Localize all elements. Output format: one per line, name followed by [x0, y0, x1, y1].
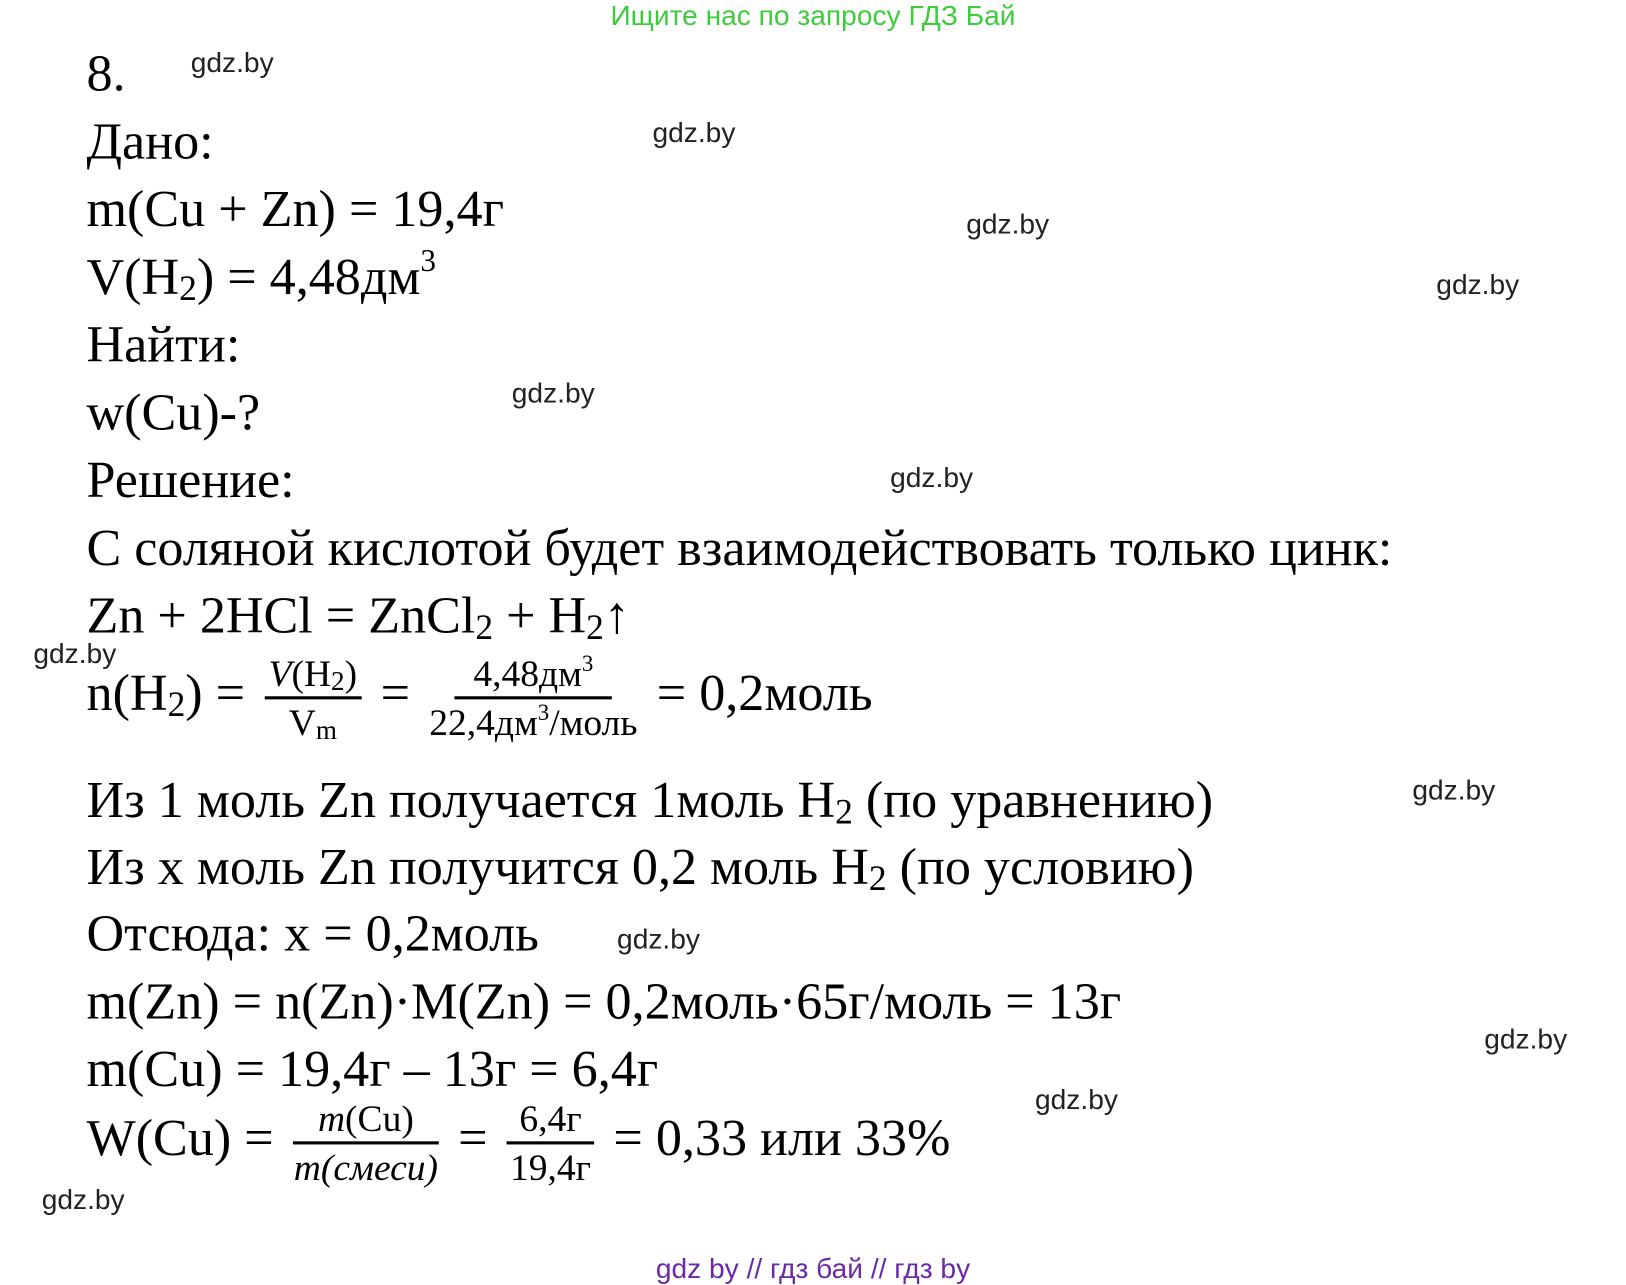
t: 3	[420, 243, 437, 279]
t: ↑	[603, 585, 630, 645]
watermark: gdz.by	[511, 377, 595, 409]
t: 2	[868, 859, 887, 899]
t: (по условию)	[886, 836, 1194, 896]
t: 4,48дм	[473, 652, 582, 695]
solution-line-6: Отсюда: x = 0,2моль	[86, 903, 539, 963]
t: 2	[586, 608, 604, 648]
t: (по уравнению)	[852, 770, 1214, 829]
t: 2	[179, 269, 197, 309]
fraction	[429, 650, 638, 744]
t: m	[293, 1146, 321, 1189]
solution-line-7: m(Zn) = n(Zn)·M(Zn) = 0,2моль·65г/моль = 13г	[86, 971, 1122, 1030]
watermark: gdz.by	[890, 461, 974, 494]
t: m	[315, 715, 337, 746]
watermark: gdz.by	[1412, 774, 1496, 806]
t: 19,4г	[509, 1146, 592, 1189]
t: 6,4г	[507, 1100, 594, 1145]
solution-line-8: m(Cu) = 19,4г – 13г = 6,4г	[86, 1039, 659, 1098]
given-mass: m(Cu + Zn) = 19,4г	[86, 179, 504, 238]
t: Из x моль Zn получится 0,2 моль H	[86, 836, 869, 896]
t: 22,4дм	[429, 701, 538, 744]
t: = 0,2моль	[656, 662, 873, 722]
t: (Cu)	[345, 1097, 414, 1140]
t: ) =	[185, 662, 246, 722]
solution-line-1: С соляной кислотой будет взаимодействовать только цинк:	[86, 518, 1393, 577]
watermark: gdz.by	[617, 923, 700, 955]
t: 2	[475, 608, 494, 648]
t: (смеси)	[320, 1146, 439, 1189]
header-link[interactable]: Ищите нас по запросу ГДЗ Бай	[610, 0, 1016, 32]
watermark: gdz.by	[1436, 268, 1520, 301]
t: W(Cu) =	[86, 1107, 274, 1167]
task-number: 8.	[86, 43, 126, 103]
fraction	[507, 1097, 594, 1189]
t: 3	[537, 699, 550, 726]
t: = 0,33 или 33%	[613, 1107, 951, 1167]
find-label: Найти:	[86, 314, 241, 374]
given-volume	[86, 243, 437, 309]
footer-links[interactable]: gdz by // гдз бай // гдз by	[655, 1252, 971, 1285]
t: =	[458, 1107, 488, 1167]
watermark: gdz.by	[966, 208, 1050, 240]
t: Из 1 моль Zn получается 1моль H	[86, 770, 836, 829]
solution-line-4	[86, 770, 1214, 832]
watermark: gdz.by	[190, 46, 274, 79]
t: ) = 4,48дм	[196, 247, 421, 306]
t: V(H	[86, 247, 180, 306]
reaction-equation	[86, 585, 630, 648]
watermark: gdz.by	[41, 1184, 125, 1216]
watermark: gdz.by	[33, 637, 117, 670]
fraction	[293, 1097, 439, 1189]
t: =	[380, 662, 410, 722]
solution-line-5	[86, 836, 1194, 899]
t: 3	[581, 650, 594, 677]
watermark: gdz.by	[1484, 1023, 1568, 1055]
t: 2	[331, 666, 345, 697]
given-label: Дано:	[86, 111, 214, 170]
fraction	[264, 652, 361, 746]
solution-label: Решение:	[86, 450, 295, 509]
find-value: w(Cu)-?	[86, 382, 261, 441]
t: (H	[291, 652, 332, 695]
t: V	[288, 701, 316, 744]
t: )	[344, 652, 358, 695]
mass-fraction-formula	[86, 1097, 951, 1189]
watermark: gdz.by	[1035, 1083, 1118, 1116]
watermark: gdz.by	[652, 116, 736, 149]
t: + H	[493, 585, 587, 645]
t: 2	[167, 685, 186, 725]
t: n(H	[86, 662, 168, 722]
t: /моль	[549, 701, 638, 744]
t: m	[317, 1097, 346, 1140]
t: Zn + 2HCl = ZnCl	[86, 585, 476, 645]
t: 2	[835, 793, 853, 832]
t: V	[268, 652, 292, 695]
moles-h2-formula	[86, 650, 873, 746]
